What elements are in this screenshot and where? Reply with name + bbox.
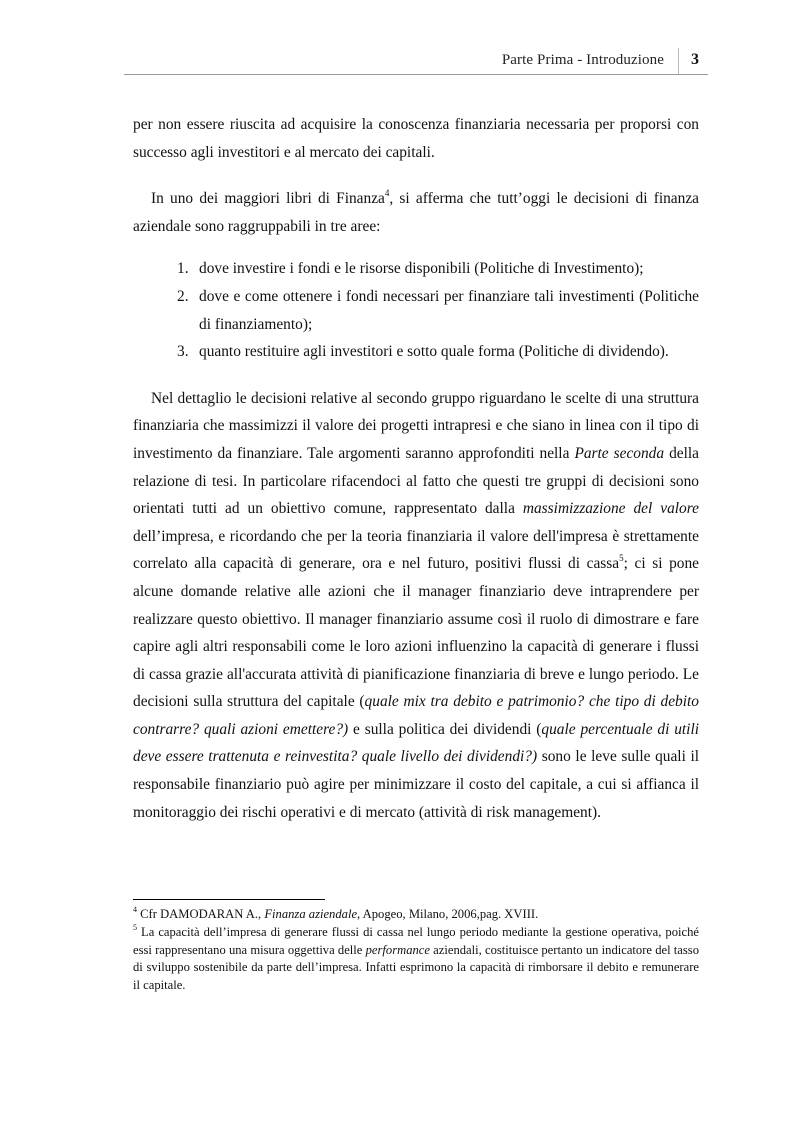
footnotes <box>133 906 699 995</box>
running-header <box>124 48 708 75</box>
paragraph-3: Nel dettaglio le decisioni relative al secondo gruppo riguardano le scelte di una struttura finanziaria che massimizzi il valore dei progetti intrapresi e che siano in linea con il tipo di investimento da finanziare. Tale argomenti saranno approfonditi nella Parte seconda della relazione di tesi. In particolare rifacendoci al fatto che questi tre gruppi di decisioni sono orientati tutti ad un obiettivo comune, rappresentato dalla massimizzazione del valore dell’impresa, e ricordando che per la teoria finanziaria il valore dell'impresa è strettamente correlato alla capacità di generare, ora e nel futuro, positivi flussi di cassa$^5$; ci si pone alcune domande relative alle azioni che il manager finanziario deve intraprendere per realizzare questo obiettivo. Il manager finanziario assume così il ruolo di dimostrare e fare capire agli altri responsabili come le loro azioni influenzino la capacità di generare i flussi di cassa grazie all'accurata attività di pianificazione finanziaria di breve e lungo periodo. Le decisioni sulla struttura del capitale (quale mix tra debito e patrimonio? che tipo di debito contrarre? quali azioni emettere?) e sulla politica dei dividendi (quale percentuale di utili deve essere trattenuta e reinvestita? quale livello dei dividendi?) sono le leve sulle quali il responsabile finanziario può agire per minimizzare il costo del capitale, a cui si affianca il monitoraggio dei rischi operativi e di mercato (attività di risk management). <box>133 389 700 821</box>
list-item: 1. dove investire i fondi e le risorse disponibili (Politiche di Investimento); <box>177 260 644 278</box>
header-title: Parte Prima - Introduzione <box>501 52 664 68</box>
footnote-4: $^4$ Cfr DAMODARAN A., Finanza aziendale, Apogeo, Milano, 2006,pag. XVIII. <box>133 904 539 921</box>
footnote-ref-4: 4 <box>384 188 390 199</box>
footnote-5: $^5$ La capacità dell’impresa di generare flussi di cassa nel lungo periodo mediante la gestione operativa, poiché essi rappresentano una misura oggettiva delle performance aziendali, costituisce pertanto un indicatore del tasso di sviluppo sostenibile da parte dell’impresa. Infatti esprimono la capacità di rimborsare il debito e remunerare il capitale. <box>133 922 699 993</box>
main-text <box>133 111 699 826</box>
list-item: 2. dove e come ottenere i fondi necessari per finanziare tali investimenti (Politiche di finanziamento); <box>177 287 699 333</box>
numbered-list <box>133 255 699 365</box>
paragraph-2: In uno dei maggiori libri di Finanza$^4$, si afferma che tutt’oggi le decisioni di finanza aziendale sono raggruppabili in tre aree: <box>133 188 699 235</box>
paragraph-1: per non essere riuscita ad acquisire la conoscenza finanziaria necessaria per proporsi con successo agli investitori e al mercato dei capitali. <box>133 116 699 161</box>
list-item: 3. quanto restituire agli investitori e sotto quale forma (Politiche di dividendo). <box>177 343 669 361</box>
page-number: 3 <box>691 51 699 68</box>
header-divider <box>678 48 679 74</box>
footnote-ref-5: 5 <box>619 553 624 564</box>
footnote-separator <box>133 899 325 900</box>
